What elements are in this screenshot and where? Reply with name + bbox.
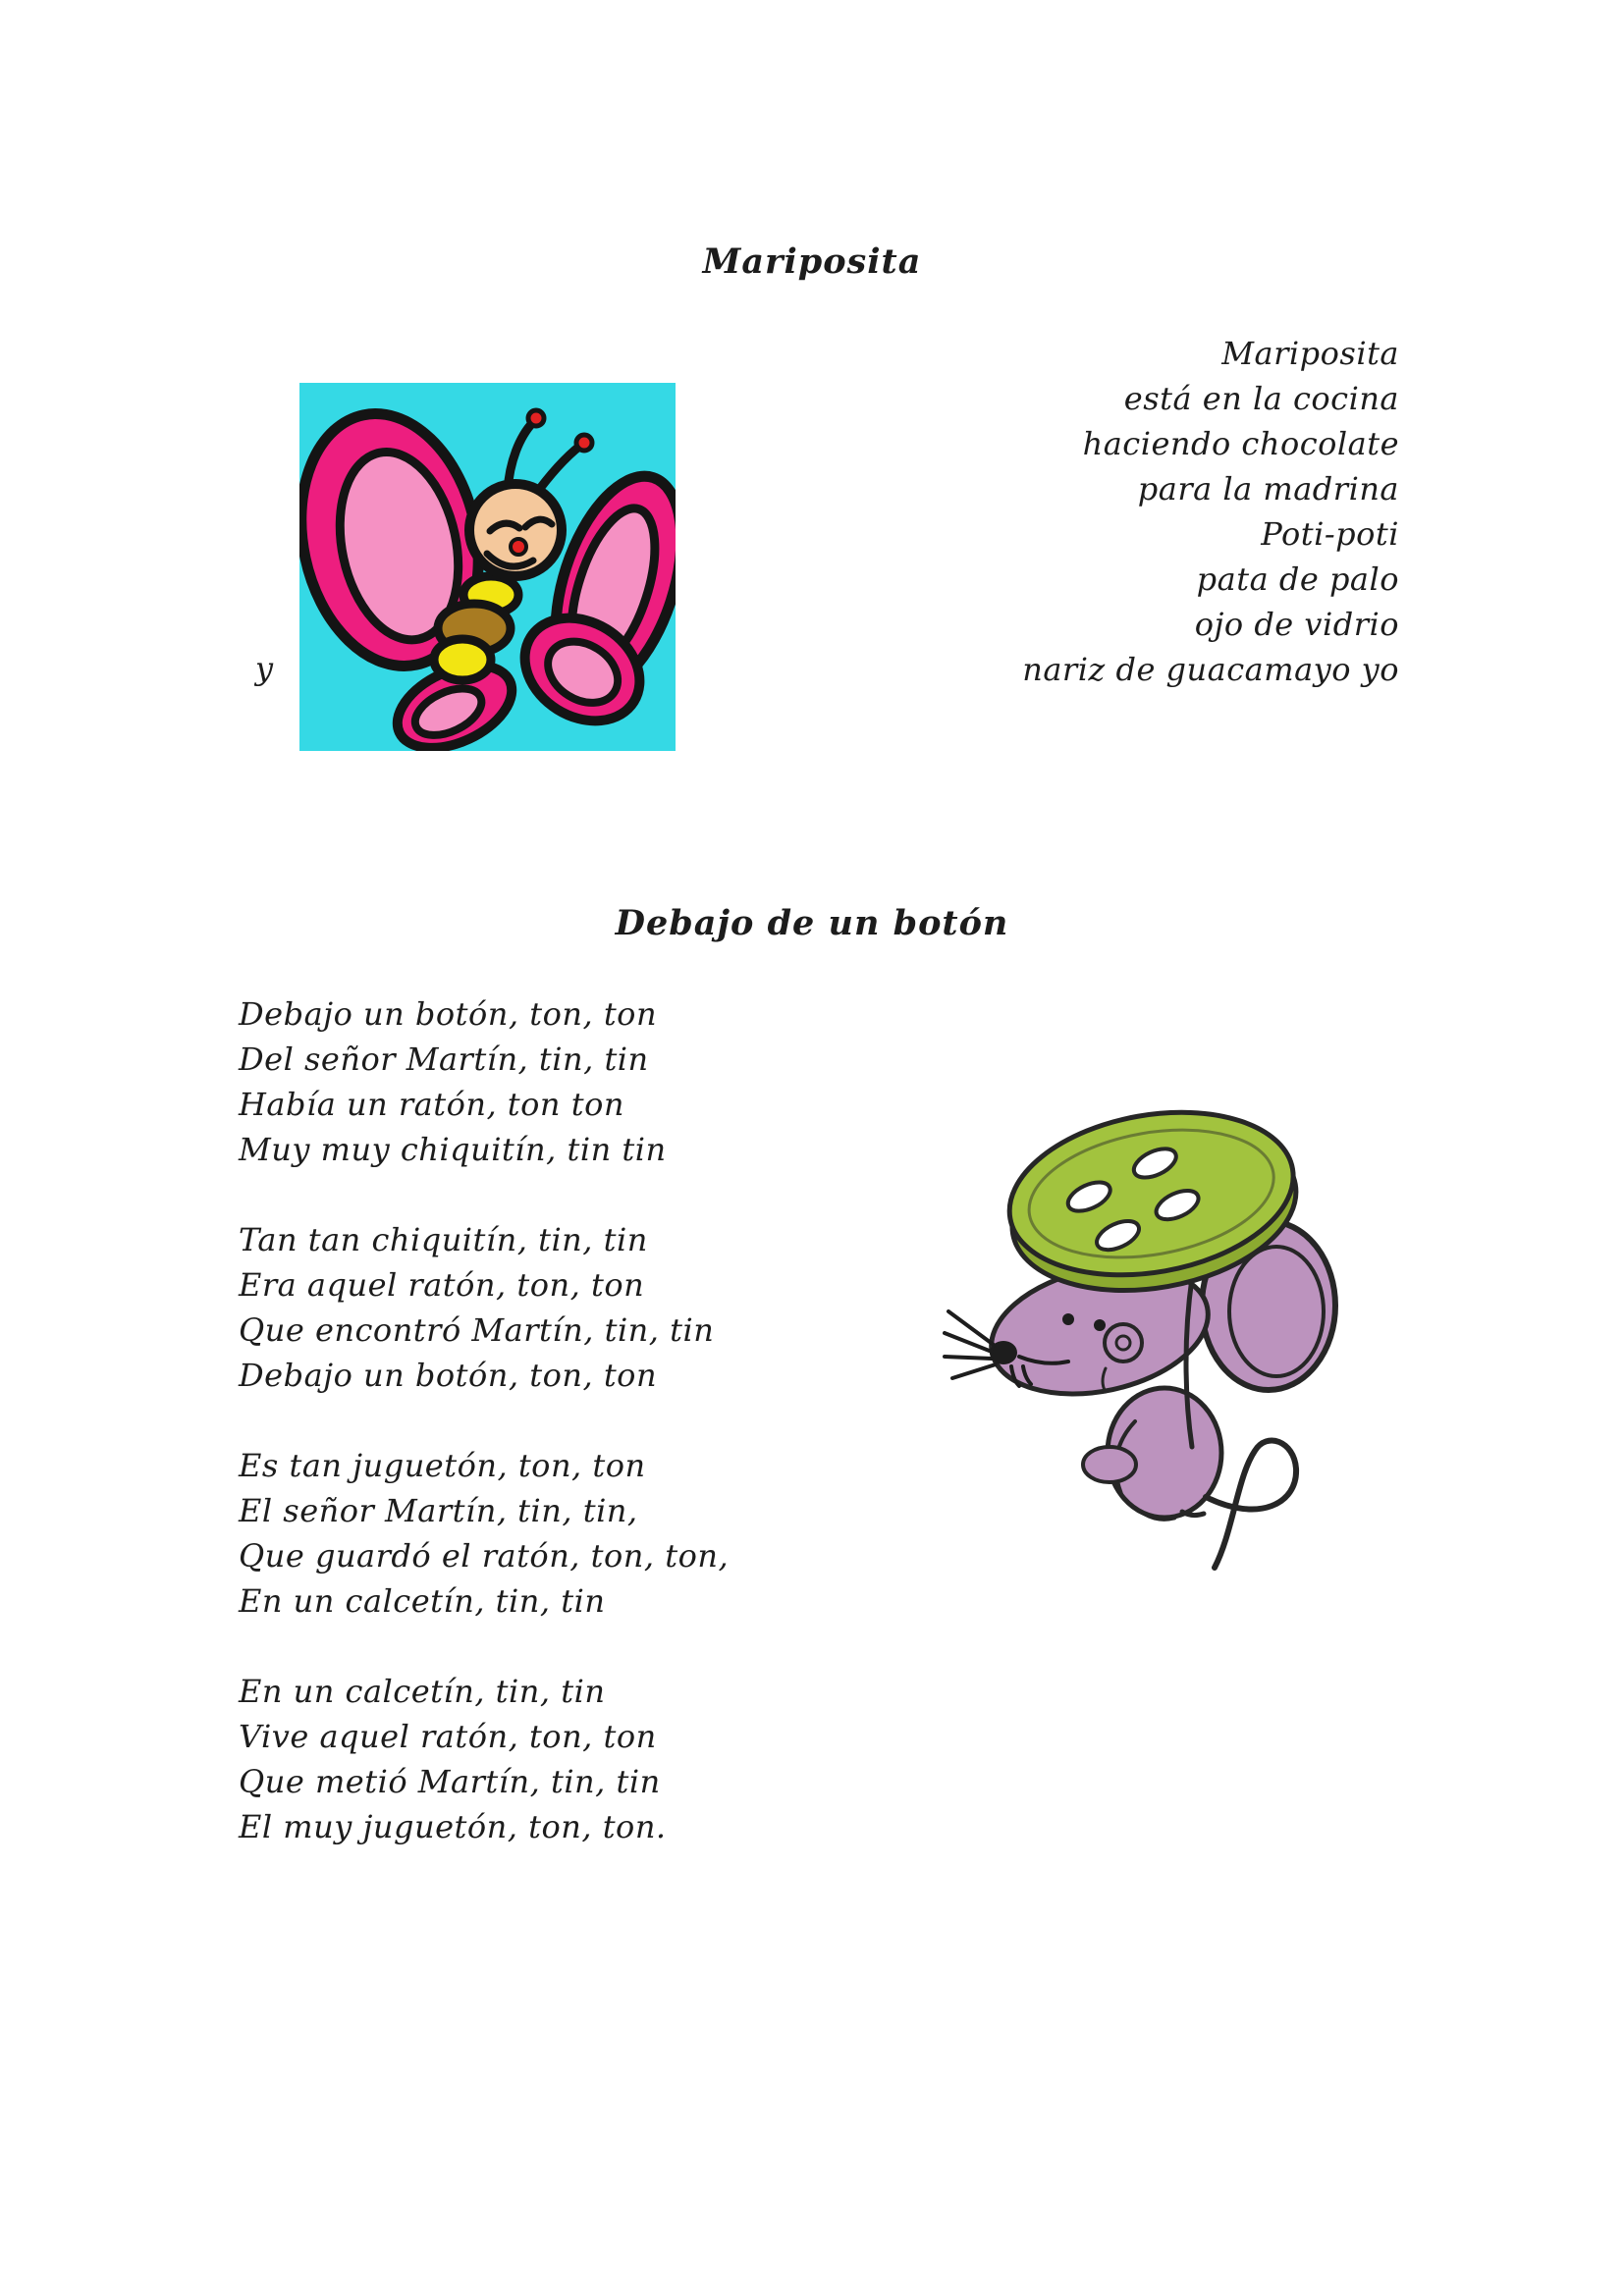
- lyric-line: Vive aquel ratón, ton, ton: [239, 1718, 657, 1755]
- lyric-line: Es tan juguetón, ton, ton: [239, 1447, 646, 1484]
- mouse-eye: [1062, 1313, 1074, 1325]
- butterfly-face: [469, 484, 562, 576]
- lyric-line: El señor Martín, tin, tin,: [239, 1492, 638, 1529]
- stanza-3: [239, 1443, 729, 1624]
- verse-line: Mariposita: [1221, 335, 1399, 372]
- song2-title: Debajo de un botón: [615, 903, 1009, 943]
- lyric-line: El muy juguetón, ton, ton.: [239, 1808, 667, 1845]
- lyric-line: Muy muy chiquitín, tin tin: [239, 1131, 667, 1168]
- verse-line: Poti-poti: [1261, 515, 1399, 553]
- song2-lyrics: [239, 991, 729, 1895]
- mouse-eye: [1094, 1319, 1106, 1331]
- lyric-line: Debajo un botón, ton, ton: [239, 1357, 658, 1394]
- verse-line: pata de palo: [1196, 561, 1399, 598]
- lyric-line: En un calcetín, tin, tin: [239, 1582, 606, 1620]
- lyric-line: Que metió Martín, tin, tin: [239, 1763, 661, 1800]
- lyric-line: Del señor Martín, tin, tin: [239, 1041, 649, 1078]
- song1-verse: [1022, 331, 1399, 692]
- mouse-paw: [1083, 1447, 1136, 1482]
- lyric-line: Que guardó el ratón, ton, ton,: [239, 1537, 730, 1575]
- verse-line: para la madrina: [1137, 470, 1399, 507]
- lyric-line: Tan tan chiquitín, tin, tin: [239, 1221, 648, 1258]
- lyric-line: Que encontró Martín, tin, tin: [239, 1311, 715, 1349]
- verse-line: haciendo chocolate: [1082, 425, 1399, 462]
- stanza-1: [239, 991, 729, 1172]
- lyric-line: En un calcetín, tin, tin: [239, 1673, 606, 1710]
- stanza-4: [239, 1669, 729, 1849]
- song1-title: Mariposita: [702, 241, 922, 282]
- verse-line: está en la cocina: [1123, 380, 1399, 417]
- lyric-line: Era aquel ratón, ton, ton: [239, 1266, 645, 1304]
- butterfly-clipart: [299, 383, 676, 751]
- conjunction-y: y: [255, 650, 274, 687]
- butterfly-image: [299, 383, 676, 751]
- mouse-with-button-clipart: [943, 1070, 1355, 1580]
- lyric-line: Había un ratón, ton ton: [239, 1086, 624, 1123]
- stanza-2: [239, 1217, 729, 1398]
- verse-line: ojo de vidrio: [1194, 606, 1399, 643]
- mouse-image: [943, 1070, 1355, 1580]
- lyric-line: Debajo un botón, ton, ton: [239, 995, 658, 1033]
- verse-line: nariz de guacamayo yo: [1022, 651, 1399, 688]
